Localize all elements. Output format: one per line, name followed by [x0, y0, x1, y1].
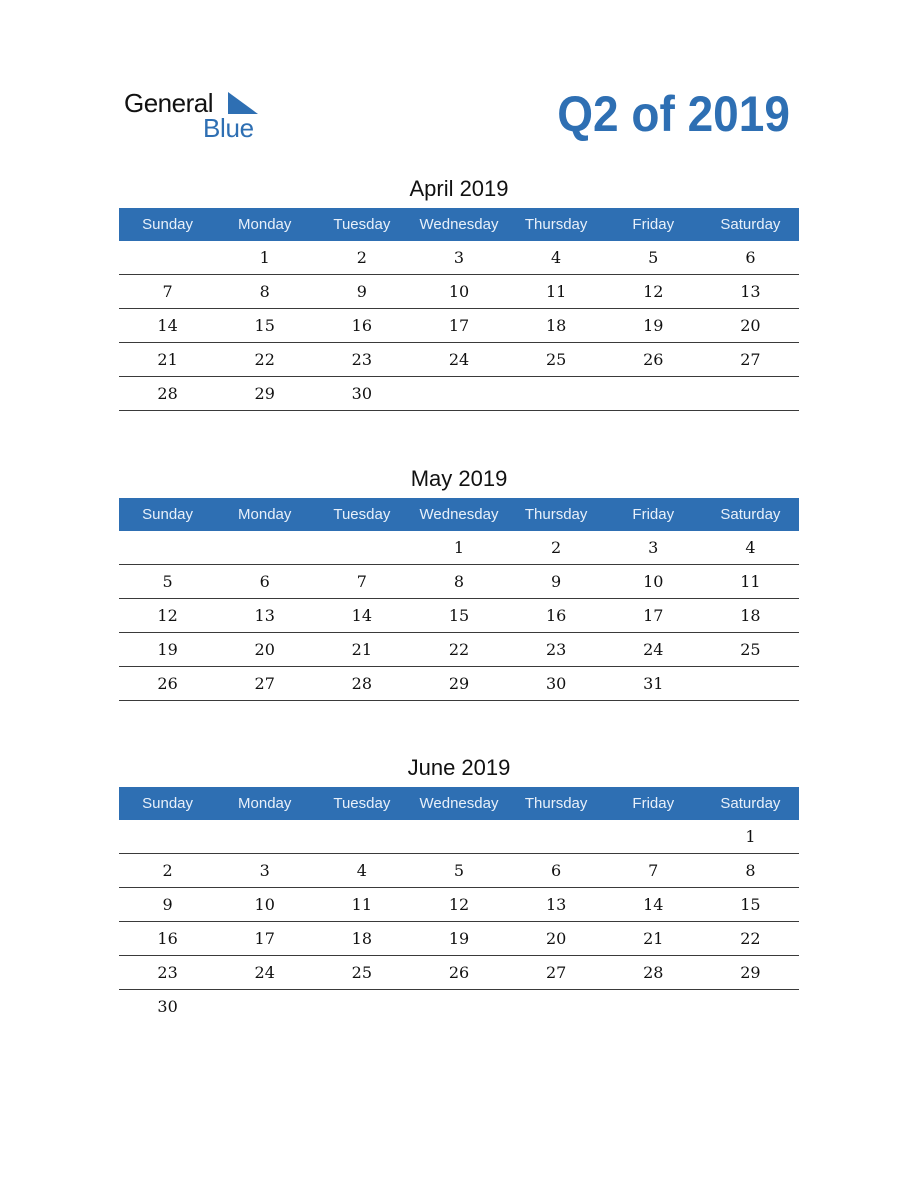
day-cell: 16 — [545, 606, 567, 625]
week-row — [119, 922, 799, 956]
day-cell: 31 — [643, 674, 664, 693]
day-cell: 15 — [254, 316, 275, 335]
day-cell: 18 — [351, 929, 373, 948]
day-cell: 6 — [745, 248, 756, 267]
day-cell: 22 — [448, 640, 470, 659]
day-cell: 8 — [453, 572, 465, 591]
day-cell: 11 — [545, 282, 567, 301]
day-cell — [410, 377, 507, 410]
weekday-tuesday: Tuesday — [333, 506, 391, 523]
generalblue-logo — [124, 88, 264, 144]
day-cell: 12 — [157, 606, 178, 625]
day-cell: 25 — [545, 350, 567, 369]
day-cell: 30 — [351, 384, 373, 403]
week-row — [119, 599, 799, 633]
day-cell: 5 — [453, 861, 465, 880]
day-cell — [216, 990, 313, 1023]
week-row — [119, 820, 799, 854]
day-cell: 26 — [157, 674, 178, 693]
day-cell: 22 — [254, 350, 275, 369]
weekday-saturday: Saturday — [720, 216, 781, 233]
weekday-wednesday: Wednesday — [419, 795, 499, 812]
day-cell — [605, 820, 702, 853]
day-cell: 14 — [351, 606, 373, 625]
day-cell: 2 — [162, 861, 173, 880]
day-cell: 1 — [259, 248, 270, 267]
day-cell: 1 — [453, 538, 465, 557]
day-cell: 5 — [162, 572, 173, 591]
day-cell: 4 — [745, 538, 756, 557]
day-cell — [119, 531, 216, 564]
day-cell: 3 — [648, 538, 659, 557]
day-cell: 13 — [254, 606, 275, 625]
day-cell: 27 — [740, 350, 761, 369]
weekday-header — [119, 787, 799, 820]
day-cell: 3 — [259, 861, 270, 880]
day-cell: 21 — [351, 640, 373, 659]
day-cell: 2 — [551, 538, 562, 557]
weekday-sunday: Sunday — [142, 795, 193, 812]
day-cell: 7 — [356, 572, 367, 591]
day-cell: 12 — [448, 895, 470, 914]
weekday-saturday: Saturday — [720, 506, 781, 523]
day-cell: 20 — [545, 929, 567, 948]
day-cell — [605, 377, 702, 410]
weekday-monday: Monday — [238, 216, 292, 233]
day-cell: 9 — [162, 895, 173, 914]
day-cell: 18 — [740, 606, 761, 625]
day-cell: 10 — [448, 282, 470, 301]
day-cell: 30 — [157, 997, 178, 1016]
day-cell: 22 — [740, 929, 761, 948]
day-cell: 24 — [643, 640, 664, 659]
week-row — [119, 343, 799, 377]
logo-word-general: General — [124, 88, 213, 118]
weekday-header — [119, 208, 799, 241]
day-cell: 29 — [740, 963, 761, 982]
week-row — [119, 241, 799, 275]
weekday-saturday: Saturday — [720, 795, 781, 812]
day-cell: 6 — [551, 861, 562, 880]
day-cell: 7 — [648, 861, 659, 880]
day-cell: 20 — [254, 640, 275, 659]
month-april — [119, 172, 799, 411]
day-cell: 5 — [648, 248, 659, 267]
day-cell: 16 — [157, 929, 178, 948]
day-cell: 9 — [356, 282, 367, 301]
day-cell: 24 — [448, 350, 470, 369]
day-cell — [702, 377, 799, 410]
day-cell — [313, 820, 410, 853]
week-row — [119, 990, 799, 1023]
day-cell: 28 — [351, 674, 373, 693]
day-cell: 15 — [448, 606, 470, 625]
day-cell: 21 — [157, 350, 178, 369]
day-cell — [216, 820, 313, 853]
month-may — [119, 462, 799, 701]
week-row — [119, 633, 799, 667]
week-row — [119, 531, 799, 565]
day-cell: 21 — [643, 929, 664, 948]
weekday-thursday: Thursday — [524, 216, 588, 233]
day-cell: 4 — [356, 861, 367, 880]
day-cell: 11 — [351, 895, 373, 914]
day-cell: 14 — [157, 316, 178, 335]
day-cell: 19 — [448, 929, 470, 948]
day-cell: 15 — [740, 895, 761, 914]
weekday-tuesday: Tuesday — [333, 216, 391, 233]
week-row — [119, 956, 799, 990]
day-cell: 19 — [643, 316, 664, 335]
day-cell: 16 — [351, 316, 373, 335]
day-cell: 17 — [254, 929, 275, 948]
day-cell: 11 — [740, 572, 761, 591]
weekday-sunday: Sunday — [142, 216, 193, 233]
page-title: Q2 of 2019 — [557, 86, 790, 142]
weekday-thursday: Thursday — [524, 506, 588, 523]
day-cell: 4 — [551, 248, 562, 267]
day-cell: 25 — [740, 640, 761, 659]
weekday-monday: Monday — [238, 795, 292, 812]
month-title: April 2019 — [409, 176, 509, 201]
week-row — [119, 309, 799, 343]
day-cell: 2 — [356, 248, 367, 267]
weekday-tuesday: Tuesday — [333, 795, 391, 812]
weekday-wednesday: Wednesday — [419, 506, 499, 523]
day-cell: 24 — [254, 963, 275, 982]
day-cell: 26 — [448, 963, 470, 982]
day-cell — [119, 820, 216, 853]
day-cell: 28 — [157, 384, 178, 403]
day-cell: 12 — [643, 282, 664, 301]
day-cell — [410, 990, 507, 1023]
month-title: June 2019 — [407, 755, 511, 780]
day-cell: 1 — [745, 827, 756, 846]
day-cell: 27 — [254, 674, 275, 693]
day-cell: 7 — [162, 282, 173, 301]
day-cell: 10 — [254, 895, 275, 914]
weekday-wednesday: Wednesday — [419, 216, 499, 233]
day-cell — [605, 990, 702, 1023]
day-cell: 9 — [551, 572, 562, 591]
weekday-friday: Friday — [632, 216, 675, 233]
day-cell — [702, 990, 799, 1023]
day-cell: 17 — [448, 316, 470, 335]
week-row — [119, 275, 799, 309]
week-row — [119, 565, 799, 599]
weekday-header — [119, 498, 799, 531]
day-cell: 23 — [545, 640, 567, 659]
day-cell: 29 — [448, 674, 470, 693]
day-cell — [410, 820, 507, 853]
day-cell — [508, 820, 605, 853]
week-row — [119, 377, 799, 411]
logo-triangle-icon — [228, 92, 258, 114]
month-title: May 2019 — [410, 466, 508, 491]
day-cell — [702, 667, 799, 700]
weekday-monday: Monday — [238, 506, 292, 523]
day-cell: 23 — [351, 350, 373, 369]
weekday-thursday: Thursday — [524, 795, 588, 812]
day-cell: 25 — [351, 963, 373, 982]
day-cell: 13 — [545, 895, 567, 914]
day-cell: 26 — [643, 350, 664, 369]
day-cell: 17 — [643, 606, 664, 625]
day-cell: 3 — [453, 248, 465, 267]
week-row — [119, 854, 799, 888]
day-cell — [313, 990, 410, 1023]
logo-word-blue: Blue — [203, 113, 254, 143]
weekday-friday: Friday — [632, 506, 675, 523]
day-cell: 27 — [545, 963, 567, 982]
day-cell: 18 — [545, 316, 567, 335]
day-cell: 19 — [157, 640, 178, 659]
day-cell — [508, 377, 605, 410]
day-cell: 14 — [643, 895, 664, 914]
day-cell — [508, 990, 605, 1023]
week-row — [119, 667, 799, 701]
day-cell: 30 — [545, 674, 567, 693]
day-cell: 23 — [157, 963, 178, 982]
day-cell: 13 — [740, 282, 761, 301]
weekday-friday: Friday — [632, 795, 675, 812]
day-cell — [216, 531, 313, 564]
day-cell: 20 — [740, 316, 761, 335]
day-cell — [313, 531, 410, 564]
day-cell: 28 — [643, 963, 664, 982]
day-cell: 8 — [745, 861, 756, 880]
weekday-sunday: Sunday — [142, 506, 193, 523]
month-june — [119, 751, 799, 1023]
day-cell: 6 — [259, 572, 270, 591]
day-cell: 8 — [259, 282, 270, 301]
day-cell — [119, 241, 216, 274]
week-row — [119, 888, 799, 922]
day-cell: 29 — [254, 384, 275, 403]
day-cell: 10 — [643, 572, 664, 591]
